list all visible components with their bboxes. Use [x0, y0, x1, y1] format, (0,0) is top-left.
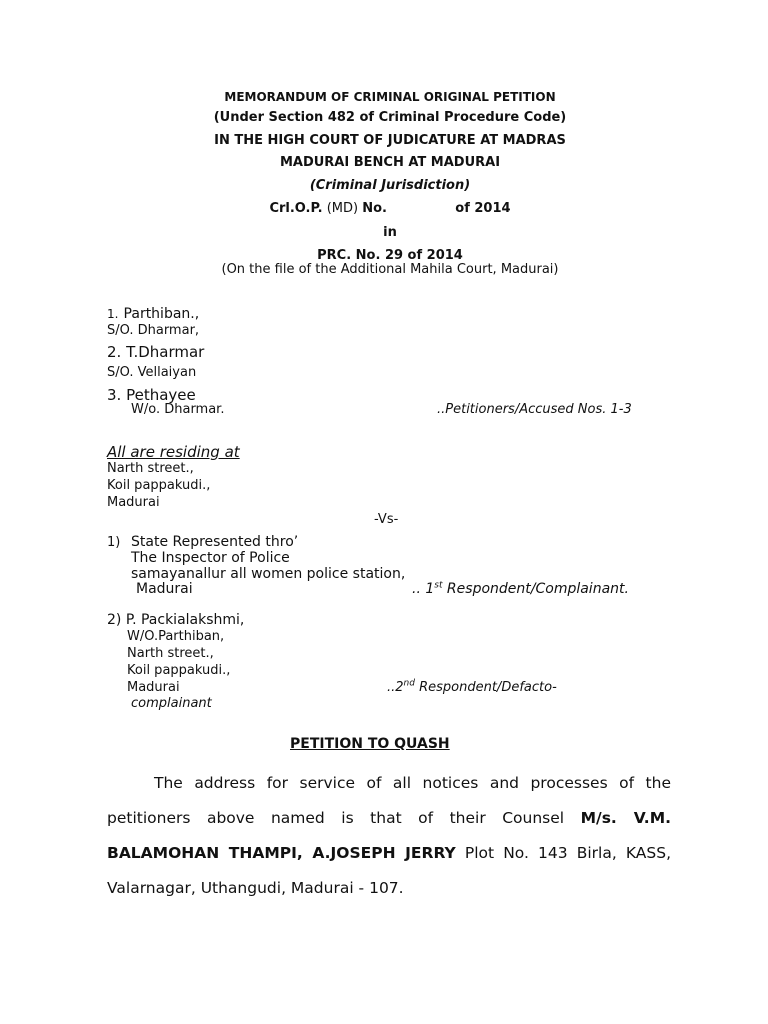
respondent-2-role-suffix: Respondent/Defacto- — [414, 680, 557, 695]
crlop-prefix: Crl.O.P. — [269, 201, 323, 216]
respondent-1-line-4: Madurai — [136, 581, 193, 597]
respondent-2-role-line-2: complainant — [131, 696, 212, 711]
case-number-line — [0, 201, 768, 216]
petitioners-role: ..Petitioners/Accused Nos. 1-3 — [437, 402, 632, 417]
petitioner-3-relation: W/o. Dharmar. — [131, 402, 225, 417]
respondent-2-role-sup: nd — [403, 678, 415, 689]
memorandum-title: MEMORANDUM OF CRIMINAL ORIGINAL PETITION — [224, 90, 556, 104]
respondent-2-role-prefix: ..2 — [387, 680, 404, 695]
residence-heading: All are residing at — [107, 443, 240, 461]
counsel-names: M/s. V.M. BALAMOHAN THAMPI, A.JOSEPH JERRY — [107, 809, 672, 862]
file-note: (On the file of the Additional Mahila Court, Madurai) — [221, 262, 559, 277]
respondent-1-role-sup: st — [434, 580, 443, 591]
crlop-year: of 2014 — [455, 201, 511, 216]
court-name: IN THE HIGH COURT OF JUDICATURE AT MADRAS — [214, 133, 566, 148]
respondent-2-line-5: Madurai — [127, 680, 180, 695]
respondent-2-role — [387, 680, 557, 695]
respondent-2-line-3: Narth street., — [127, 646, 214, 661]
petitioner-2-relation: S/O. Vellaiyan — [107, 365, 197, 380]
petitioner-1 — [107, 303, 199, 322]
versus: -Vs- — [374, 512, 399, 527]
crlop-md: (MD) — [326, 201, 359, 216]
body-text-1: The address for service of all notices and processes of the petitioners above named is that of their Counsel — [107, 774, 671, 827]
respondent-1-role — [412, 581, 629, 597]
petitioner-1-number: 1. — [107, 307, 119, 321]
crlop-no: No. — [362, 201, 387, 216]
in-word: in — [383, 225, 397, 240]
respondent-1-role-prefix: .. 1 — [412, 581, 435, 597]
petitioner-3: 3. Pethayee — [107, 386, 196, 404]
body-paragraph — [107, 766, 671, 906]
respondent-1-line-2: The Inspector of Police — [131, 550, 290, 566]
petitioner-1-name: Parthiban., — [123, 306, 200, 322]
respondent-2-line-2: W/O.Parthiban, — [127, 629, 225, 644]
respondent-1-number: 1) — [107, 535, 121, 550]
prc-number: PRC. No. 29 of 2014 — [317, 248, 463, 263]
respondent-1-role-suffix: Respondent/Complainant. — [442, 581, 629, 597]
section-subtitle: (Under Section 482 of Criminal Procedure Code) — [213, 110, 567, 125]
bench-name: MADURAI BENCH AT MADURAI — [279, 155, 501, 170]
petition-title: PETITION TO QUASH — [290, 736, 450, 752]
respondent-2-line-4: Koil pappakudi., — [127, 663, 231, 678]
jurisdiction: (Criminal Jurisdiction) — [309, 178, 471, 193]
respondent-2-line-1: 2) P. Packialakshmi, — [107, 612, 245, 628]
petitioner-2: 2. T.Dharmar — [107, 343, 205, 361]
body-text-2: Plot No. 143 Birla, KASS, Valarnagar, Uthangudi, Madurai - 107. — [107, 844, 672, 897]
petitioner-1-relation: S/O. Dharmar, — [107, 323, 200, 338]
residence-line-2: Koil pappakudi., — [107, 478, 211, 493]
respondent-1-line-3: samayanallur all women police station, — [131, 566, 406, 582]
residence-line-3: Madurai — [107, 495, 160, 510]
residence-line-1: Narth street., — [107, 461, 194, 476]
respondent-1-line-1: State Represented thro’ — [131, 534, 299, 550]
